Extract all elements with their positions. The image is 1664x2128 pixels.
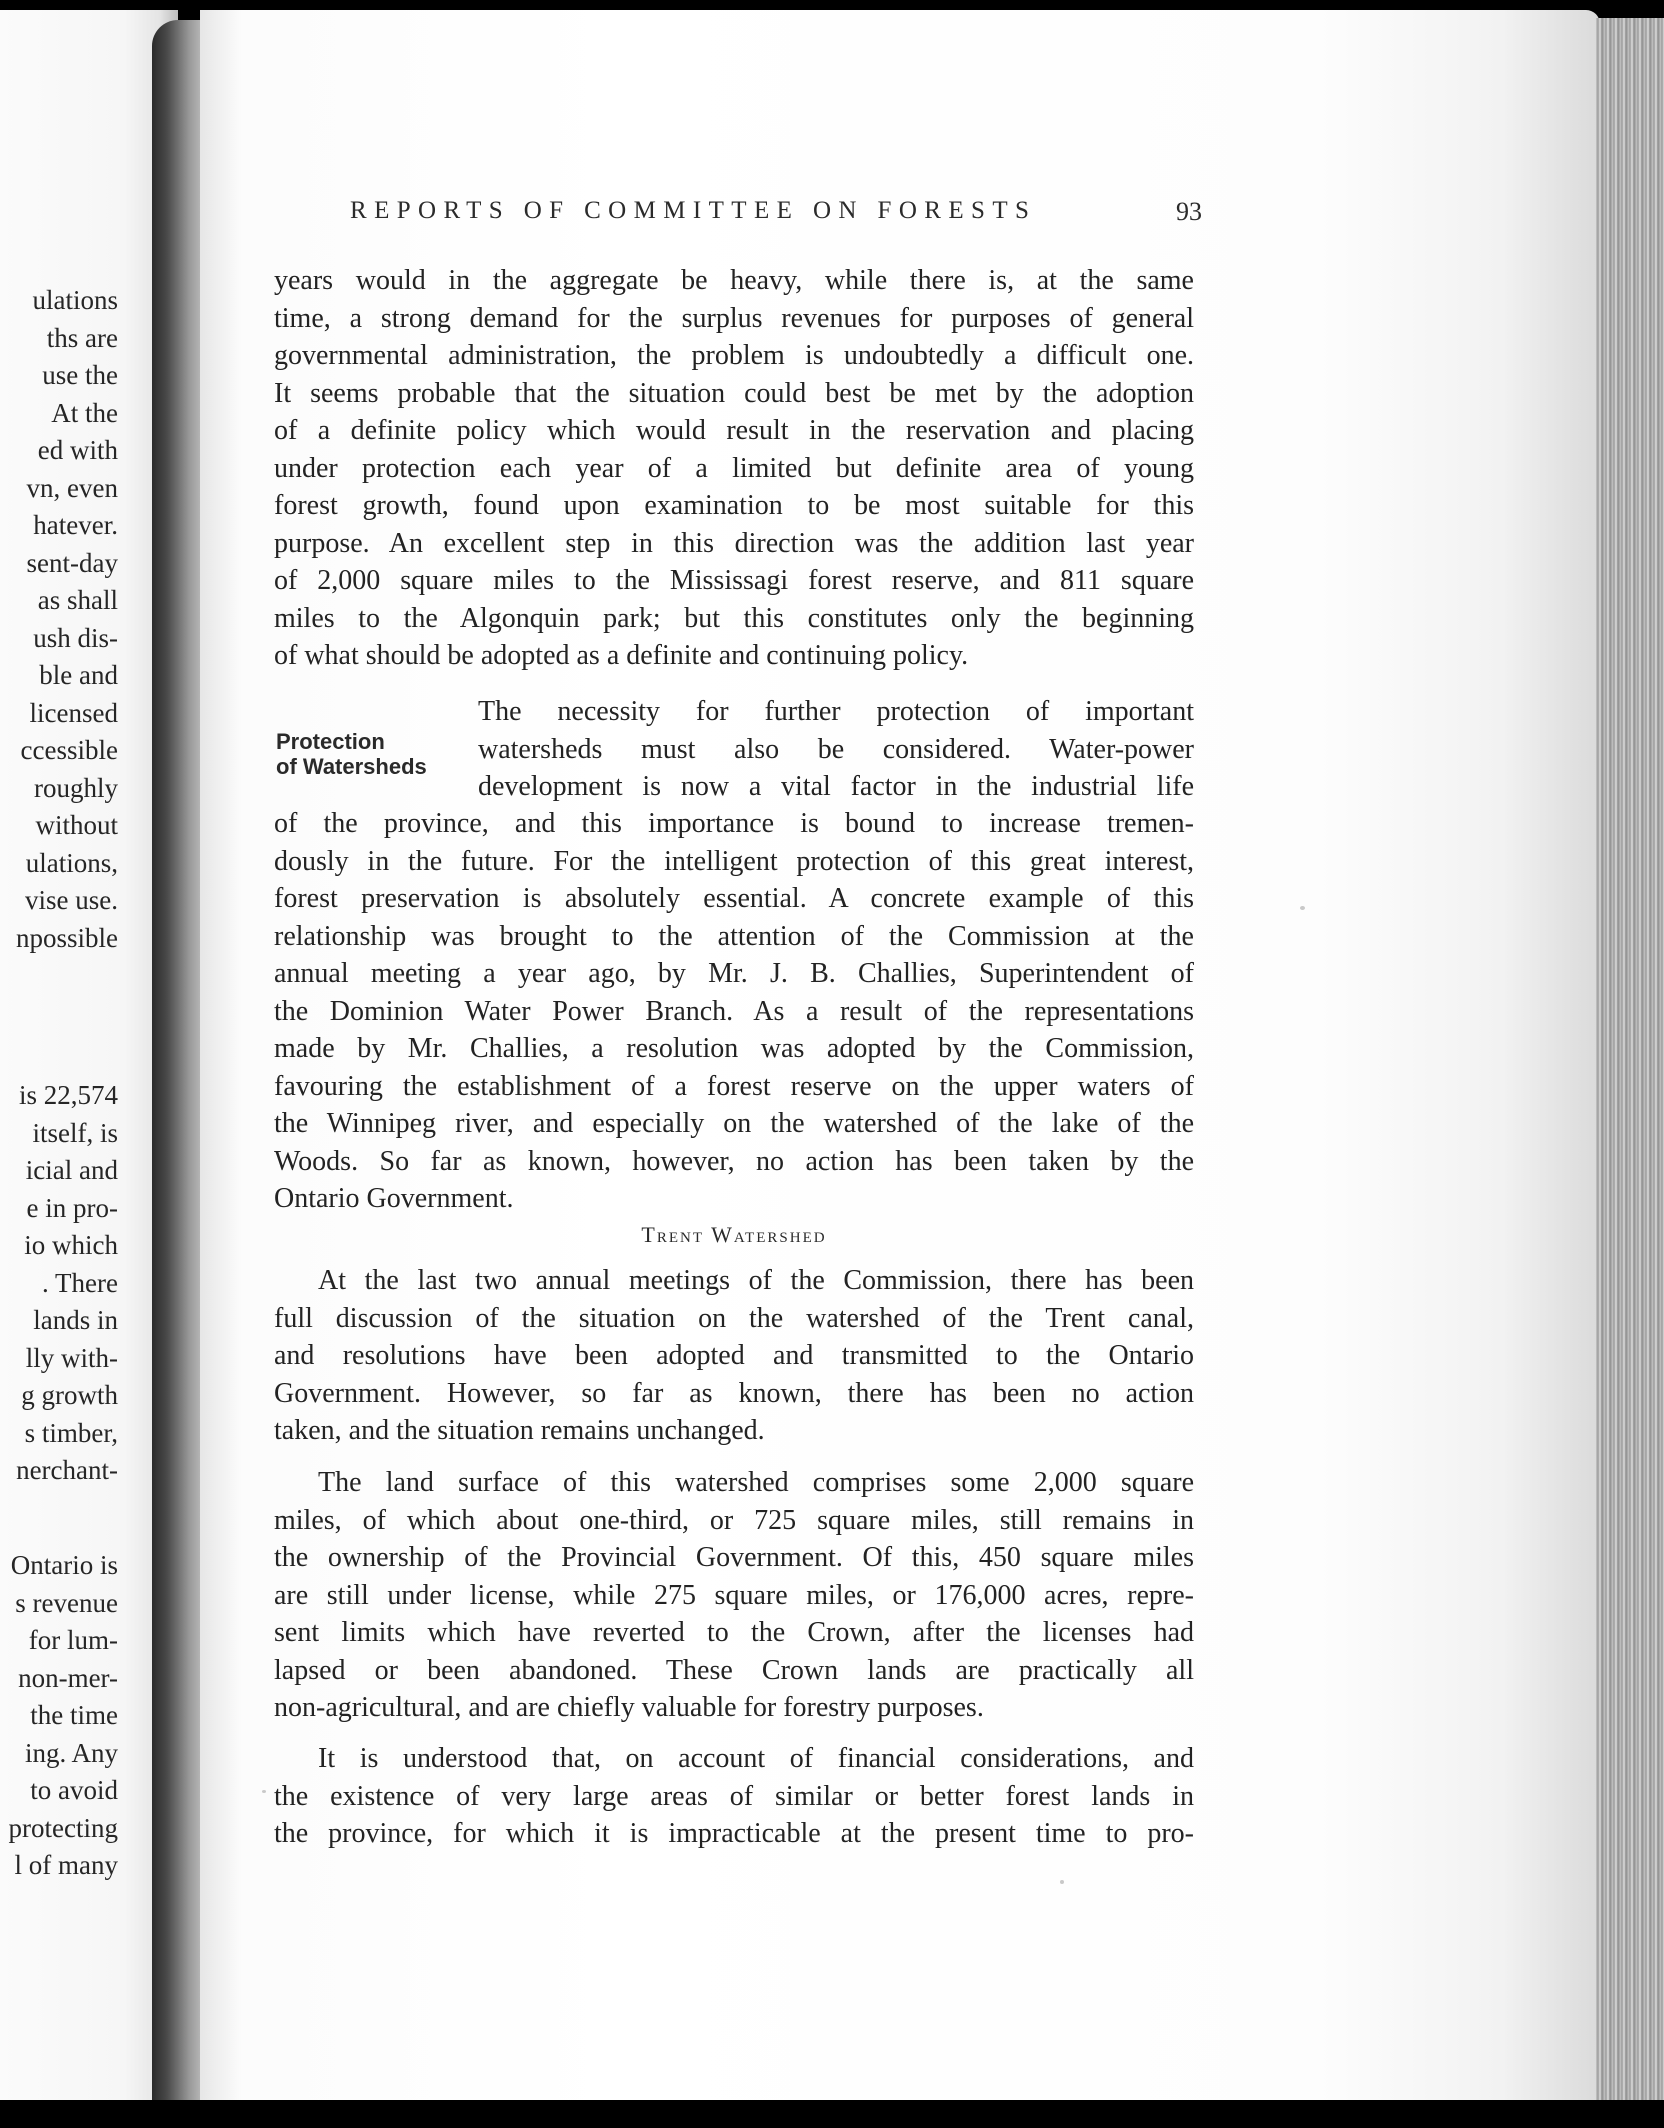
text-line: full discussion of the situation on the watershed of the Trent canal, — [274, 1302, 1194, 1334]
text-line: npossible — [15, 922, 118, 953]
paragraph-1 — [274, 262, 1194, 675]
text-line: icial and — [25, 1155, 118, 1185]
sidenote — [276, 729, 427, 779]
text-line: Ontario is — [10, 1550, 118, 1580]
text-line: without — [35, 810, 118, 840]
text-line: The land surface of this watershed comprises some 2,000 square — [318, 1467, 1194, 1498]
text-line: ush dis- — [33, 622, 118, 653]
text-line: Woods. So far as known, however, no action has been taken by the — [274, 1145, 1194, 1177]
text-line: the province, for which it is impracticable at the present time to pro- — [274, 1818, 1194, 1849]
page-edges — [1596, 18, 1664, 2105]
text-line: It is understood that, on account of financial considerations, and — [318, 1743, 1194, 1774]
text-line: vn, even — [26, 472, 118, 503]
text-line: use the — [42, 360, 118, 390]
text-line: the ownership of the Provincial Government. Of this, 450 square miles — [274, 1542, 1194, 1573]
text-line: taken, and the situation remains unchanged. — [274, 1415, 765, 1446]
text-line: It seems probable that the situation could best be met by the adoption — [274, 377, 1194, 409]
text-line: favouring the establishment of a forest reserve on the upper waters of — [274, 1070, 1194, 1102]
text-line: non-mer- — [18, 1662, 118, 1693]
text-line: governmental administration, the problem is undoubtedly a difficult one. — [274, 340, 1194, 371]
text-line: of what should be adopted as a definite and continuing policy. — [274, 640, 969, 671]
text-line: The necessity for further protection of important — [478, 696, 1194, 727]
text-line: annual meeting a year ago, by Mr. J. B. Challies, Superintendent of — [274, 958, 1194, 989]
text-line: the Winnipeg river, and especially on the watershed of the lake of the — [274, 1108, 1194, 1139]
text-line: forest growth, found upon examination to be most suitable for this — [274, 490, 1194, 521]
text-line: dously in the future. For the intelligent protection of this great interest, — [274, 845, 1194, 877]
text-line: vise use. — [25, 885, 118, 915]
text-line: At the last two annual meetings of the Commission, there has been — [318, 1265, 1194, 1296]
text-line: sent limits which have reverted to the Crown, after the licenses had — [274, 1617, 1194, 1648]
text-line: purpose. An excellent step in this direction was the addition last year — [274, 527, 1194, 559]
text-line: to avoid — [30, 1775, 118, 1805]
text-line: development is now a vital factor in the industrial life — [478, 771, 1194, 802]
paragraph-2 — [274, 805, 1194, 1218]
bottom-shadow — [0, 2100, 1664, 2128]
text-line: are still under license, while 275 square miles, or 176,000 acres, repre- — [274, 1579, 1194, 1611]
paragraph-4 — [274, 1464, 1194, 1727]
left-page-fragment-block-3 — [9, 1547, 118, 1885]
text-line: s timber, — [24, 1417, 118, 1448]
text-line: sent-day — [26, 547, 118, 578]
paper-speck — [1300, 906, 1305, 910]
text-line: the Dominion Water Power Branch. As a result of the representations — [274, 995, 1194, 1027]
text-line: nerchant- — [16, 1455, 118, 1485]
sidenote-line-1: Protection — [276, 729, 385, 754]
text-line: ed with — [37, 435, 118, 465]
text-line: lly with- — [25, 1342, 118, 1373]
text-line: . There — [42, 1267, 118, 1298]
text-line: forest preservation is absolutely essential. A concrete example of this — [274, 883, 1194, 914]
text-line: licensed — [29, 697, 118, 728]
text-line: watersheds must also be considered. Water-power — [478, 733, 1194, 765]
text-line: made by Mr. Challies, a resolution was adopted by the Commission, — [274, 1033, 1194, 1064]
running-head-title: REPORTS OF COMMITTEE ON FORESTS — [350, 197, 1037, 224]
paragraph-5 — [274, 1740, 1194, 1853]
left-page-fragment-block-1 — [16, 282, 118, 957]
text-line: non-agricultural, and are chiefly valuable for forestry purposes. — [274, 1692, 984, 1723]
text-line: lands in — [33, 1305, 118, 1335]
text-line: ing. Any — [24, 1737, 118, 1768]
text-line: miles, of which about one-third, or 725 square miles, still remains in — [274, 1504, 1194, 1536]
text-line: of the province, and this importance is bound to increase tremen- — [274, 808, 1194, 839]
text-line: and resolutions have been adopted and transmitted to the Ontario — [274, 1340, 1194, 1371]
text-line: lapsed or been abandoned. These Crown lands are practically all — [274, 1654, 1194, 1686]
text-line: s revenue — [15, 1587, 118, 1618]
sidenote-line-2: of Watersheds — [276, 754, 427, 779]
text-line: of 2,000 square miles to the Mississagi forest reserve, and 811 square — [274, 565, 1194, 596]
text-line: protecting — [8, 1812, 118, 1843]
paragraph-3 — [274, 1262, 1194, 1450]
text-line: is 22,574 — [18, 1080, 118, 1110]
page-number: 93 — [1176, 197, 1202, 226]
text-line: At the — [51, 397, 118, 428]
text-line: g growth — [21, 1380, 118, 1410]
text-line: Government. However, so far as known, there has been no action — [274, 1377, 1194, 1409]
text-line: itself, is — [32, 1117, 118, 1148]
text-line: io which — [24, 1230, 118, 1260]
paper-speck — [1060, 1880, 1064, 1884]
text-line: roughly — [34, 772, 118, 803]
text-line: relationship was brought to the attention of the Commission at the — [274, 920, 1194, 952]
text-line: ths are — [46, 322, 118, 353]
paragraph-2-opening — [478, 693, 1194, 806]
text-line: e in pro- — [26, 1192, 118, 1223]
text-line: the existence of very large areas of similar or better forest lands in — [274, 1780, 1194, 1812]
left-page-fragment-block-2 — [16, 1077, 118, 1490]
text-line: the time — [30, 1700, 118, 1730]
text-line: time, a strong demand for the surplus revenues for purposes of general — [274, 302, 1194, 334]
text-line: under protection each year of a limited but definite area of young — [274, 452, 1194, 484]
text-line: years would in the aggregate be heavy, while there is, at the same — [274, 265, 1194, 296]
text-line: ulations, — [25, 847, 118, 878]
text-line: Ontario Government. — [274, 1183, 514, 1214]
text-line: ble and — [39, 660, 118, 690]
text-line: for lum- — [28, 1625, 118, 1655]
section-heading: Trent Watershed — [641, 1222, 827, 1247]
text-line: as shall — [37, 585, 118, 615]
text-line: of a definite policy which would result in the reservation and placing — [274, 415, 1194, 446]
text-line: miles to the Algonquin park; but this constitutes only the beginning — [274, 602, 1194, 634]
text-line: l of many — [14, 1850, 118, 1880]
text-line: hatever. — [33, 510, 118, 540]
text-line: ccessible — [20, 735, 118, 765]
text-line: ulations — [32, 285, 118, 315]
paper-speck — [262, 1790, 266, 1793]
